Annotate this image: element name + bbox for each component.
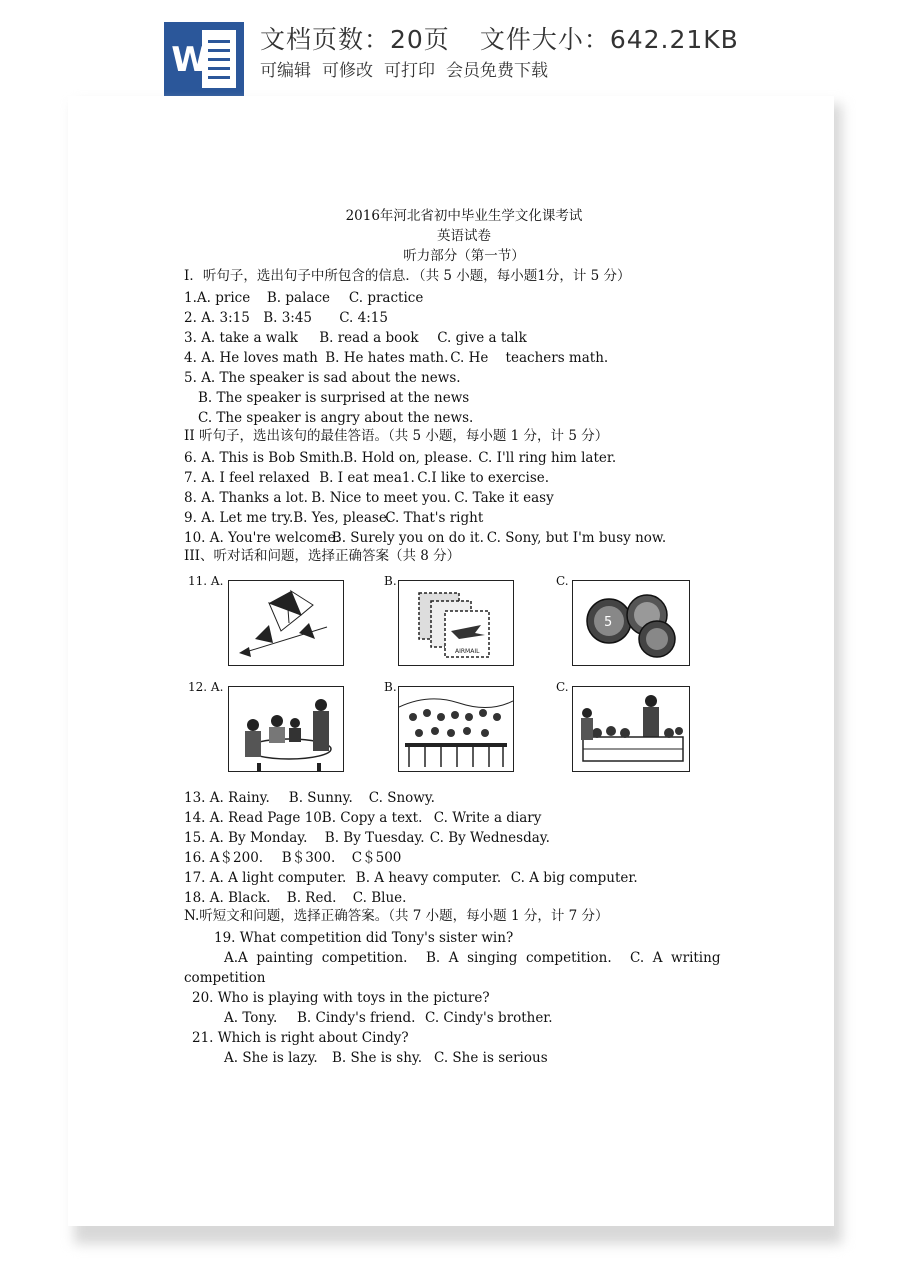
- option-b: B. palace: [266, 290, 331, 306]
- question-number: 5.: [184, 370, 197, 386]
- option-b: B. Yes, please.: [293, 510, 392, 526]
- feature-list: [260, 56, 559, 81]
- option-a: A. Thanks a lot.: [201, 490, 308, 506]
- question-19-options: [224, 950, 720, 966]
- question-19-option-c-continued: competition: [184, 970, 266, 986]
- file-size: 文件大小：642.21KB: [479, 25, 739, 54]
- document-stats: [260, 20, 769, 56]
- picture-12b-crowd: [398, 686, 514, 772]
- option-c: C. Write a diary: [433, 810, 542, 826]
- option-a: A. price: [196, 290, 251, 306]
- question-number: 1.: [184, 290, 197, 306]
- option-c: C. Blue.: [352, 890, 407, 906]
- option-a: A. She is lazy.: [224, 1050, 318, 1066]
- question-7: [184, 470, 549, 486]
- option-c: C. A writing: [630, 950, 721, 966]
- option-a: A. A light computer.: [209, 870, 347, 886]
- question-5: [184, 370, 461, 386]
- question-number: 10.: [184, 530, 206, 546]
- question-8: [184, 490, 554, 506]
- question-number: 8.: [184, 490, 197, 506]
- kite-drawing: [229, 581, 343, 665]
- option-a: A＄200.: [209, 850, 264, 866]
- picture-11b-stamps: [398, 580, 514, 666]
- exam-subtitle: 英语试卷: [437, 228, 491, 244]
- question-number: 7.: [184, 470, 197, 486]
- option-a: A. You're welcome.: [209, 530, 340, 546]
- question-6: [184, 450, 616, 466]
- feature-member-download: 会员免费下载: [446, 61, 548, 81]
- option-c: C. I'll ring him later.: [478, 450, 617, 466]
- option-b: B. Hold on, please.: [343, 450, 473, 466]
- option-c: C. He teachers math.: [450, 350, 609, 366]
- picture-11c-coins: [572, 580, 690, 666]
- market-drawing: [573, 687, 689, 771]
- question-13: [184, 790, 435, 806]
- option-a: A.A painting competition.: [224, 950, 408, 966]
- question-number: 13.: [184, 790, 206, 806]
- question-15: [184, 830, 550, 846]
- question-19: 19. What competition did Tony's sister win?: [214, 930, 514, 946]
- word-document-icon: [164, 22, 244, 96]
- option-c: C＄500: [351, 850, 402, 866]
- option-a: A. take a walk: [201, 330, 298, 346]
- option-b: B. read a book: [319, 330, 419, 346]
- question-18: [184, 890, 406, 906]
- restaurant-drawing: [229, 687, 343, 771]
- coin-value-text: 5: [604, 615, 613, 630]
- option-b: B. 3:45: [263, 310, 313, 326]
- option-b: B. A singing competition.: [426, 950, 612, 966]
- picture-11a-kite: [228, 580, 344, 666]
- word-icon-letter: W: [171, 40, 209, 80]
- document-info-header: [0, 0, 900, 96]
- option-b: B. Nice to meet you.: [311, 490, 451, 506]
- part3-instruction: III、听对话和问题，选择正确答案（共 8 分）: [184, 548, 461, 564]
- option-c: C. That's right: [385, 510, 484, 526]
- option-c: C. 4:15: [339, 310, 388, 326]
- q11-c-label: C.: [556, 574, 569, 588]
- option-c: C. Snowy.: [368, 790, 435, 806]
- q11-b-label: B.: [384, 574, 397, 588]
- q12-c-label: C.: [556, 680, 569, 694]
- option-b: B. Sunny.: [288, 790, 353, 806]
- crowd-drawing: [399, 687, 513, 771]
- option-c: C.I like to exercise.: [417, 470, 550, 486]
- option-b: B. Surely you on do it.: [331, 530, 484, 546]
- option-b: B. Cindy's friend.: [297, 1010, 416, 1026]
- option-c: C. Cindy's brother.: [425, 1010, 553, 1026]
- q12-b-label: B.: [384, 680, 397, 694]
- option-a: A. Rainy.: [209, 790, 270, 806]
- option-a: A. This is Bob Smith.: [201, 450, 345, 466]
- section-heading: 听力部分（第一节）: [403, 248, 525, 264]
- question-20-options: [224, 1010, 553, 1026]
- question-number: 2.: [184, 310, 197, 326]
- question-number: 17.: [184, 870, 206, 886]
- option-b: B. By Tuesday.: [324, 830, 425, 846]
- option-c: C. By Wednesday.: [429, 830, 550, 846]
- option-c: C. Take it easy: [454, 490, 554, 506]
- part4-instruction: N.听短文和问题，选择正确答案。（共 7 小题，每小题 1 分，计 7 分）: [184, 908, 609, 924]
- option-c: C. give a talk: [437, 330, 527, 346]
- page-count: 文档页数：20页: [260, 25, 450, 54]
- question-number: 9.: [184, 510, 197, 526]
- question-5-option-b: B. The speaker is surprised at the news: [198, 390, 470, 406]
- part2-instruction: II 听句子，选出该句的最佳答语。（共 5 小题，每小题 1 分，计 5 分）: [184, 428, 609, 444]
- option-a: A. Let me try.: [201, 510, 294, 526]
- feature-editable: 可编辑: [260, 61, 311, 81]
- question-21-options: [224, 1050, 548, 1066]
- option-a: A. 3:15: [201, 310, 250, 326]
- option-b: B. I eat mea1.: [319, 470, 415, 486]
- question-number: 14.: [184, 810, 206, 826]
- stamps-drawing: [399, 581, 513, 665]
- q12-label: 12. A.: [188, 680, 224, 694]
- part1-instruction: I．听句子，选出句子中所包含的信息．（共 5 小题，每小题1分，计 5 分）: [184, 268, 631, 284]
- question-2: [184, 310, 388, 326]
- option-c: C. A big computer.: [510, 870, 638, 886]
- question-number: 18.: [184, 890, 206, 906]
- question-17: [184, 870, 638, 886]
- option-a: A. By Monday.: [209, 830, 308, 846]
- option-c: C. She is serious: [434, 1050, 548, 1066]
- question-9: [184, 510, 483, 526]
- question-14: [184, 810, 541, 826]
- question-10: [184, 530, 666, 546]
- question-number: 16.: [184, 850, 206, 866]
- q11-label: 11. A.: [188, 574, 224, 588]
- option-a: A. Tony.: [224, 1010, 278, 1026]
- question-number: 6.: [184, 450, 197, 466]
- option-b: B. A heavy computer.: [355, 870, 502, 886]
- option-a: A. Read Page 10.: [209, 810, 327, 826]
- option-c: C. Sony, but I'm busy now.: [486, 530, 667, 546]
- option-a: A. He loves math: [201, 350, 318, 366]
- option-a: A. The speaker is sad about the news.: [201, 370, 461, 386]
- option-b: B＄300.: [281, 850, 336, 866]
- feature-printable: 可打印: [384, 61, 435, 81]
- question-number: 15.: [184, 830, 206, 846]
- question-number: 3.: [184, 330, 197, 346]
- option-b: B. He hates math.: [325, 350, 449, 366]
- option-b: B. Red.: [286, 890, 337, 906]
- option-a: A. Black.: [209, 890, 271, 906]
- document-page: [68, 96, 834, 1226]
- option-b: B. She is shy.: [332, 1050, 423, 1066]
- question-number: 4.: [184, 350, 197, 366]
- exam-title: 2016年河北省初中毕业生学文化课考试: [345, 208, 583, 224]
- question-1: [184, 290, 423, 306]
- option-a: A. I feel relaxed: [201, 470, 310, 486]
- question-4: [184, 350, 608, 366]
- question-20: 20. Who is playing with toys in the picture?: [192, 990, 490, 1006]
- option-b: B. Copy a text.: [321, 810, 423, 826]
- question-16: [184, 850, 401, 866]
- feature-modifiable: 可修改: [322, 61, 373, 81]
- question-21: 21. Which is right about Cindy?: [192, 1030, 409, 1046]
- picture-12a-restaurant: [228, 686, 344, 772]
- option-c: C. practice: [348, 290, 424, 306]
- coins-drawing: [573, 581, 689, 665]
- picture-12c-market: [572, 686, 690, 772]
- airmail-text: AIRMAIL: [455, 648, 480, 655]
- question-3: [184, 330, 527, 346]
- question-5-option-c: C. The speaker is angry about the news.: [198, 410, 474, 426]
